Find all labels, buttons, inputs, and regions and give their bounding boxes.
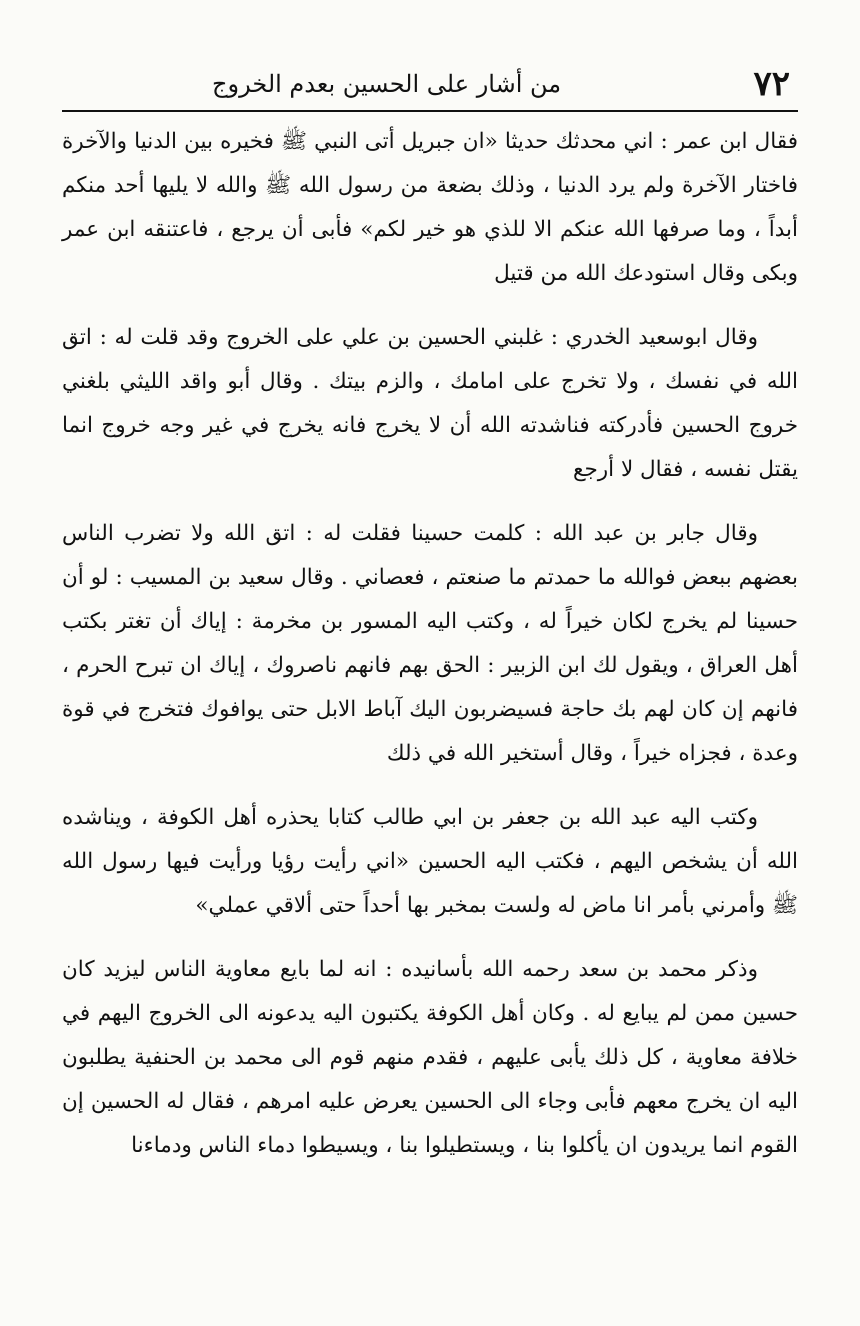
paragraph: فقال ابن عمر : اني محدثك حديثا «ان جبريل أتى النبي ﷺ فخيره بين الدنيا والآخرة فاختار الآخرة ولم يرد الدنيا ، وذلك بضعة من رسول الله ﷺ والله لا يليها أحد منكم أبداً ، وما صرفها الله عنكم الا للذي هو خير لكم» فأبى أن يرجع ، فاعتنقه ابن عمر وبكى وقال استودعك الله من قتيل [62, 129, 798, 286]
page-body [62, 120, 798, 1188]
page-header [62, 58, 798, 112]
paragraph: وقال جابر بن عبد الله : كلمت حسينا فقلت له : اتق الله ولا تضرب الناس بعضهم ببعض فوالله ما حمدتم ما صنعتم ، فعصاني . وقال سعيد بن المسيب : لو أن حسينا لم يخرج لكان خيراً له ، وكتب اليه المسور بن مخرمة : إياك أن تغتر بكتب أهل العراق ، ويقول لك ابن الزبير : الحق بهم فانهم ناصروك ، إياك ان تبرح الحرم ، فانهم إن كان لهم بك حاجة فسيضربون اليك آباط الابل حتى يوافوك فتخرج في قوة وعدة ، فجزاه خيراً ، وقال أستخير الله في ذلك [62, 521, 798, 766]
paragraph: وكتب اليه عبد الله بن جعفر بن ابي طالب كتابا يحذره أهل الكوفة ، ويناشده الله أن يشخص اليهم ، فكتب اليه الحسين «اني رأيت رؤيا ورأيت فيها رسول الله ﷺ وأمرني بأمر انا ماض له ولست بمخبر بها أحداً حتى ألاقي عملي» [62, 805, 798, 918]
page-number: ٧٢ [753, 64, 790, 104]
running-title: من أشار على الحسين بعدم الخروج [212, 70, 562, 98]
paragraph: وقال ابوسعيد الخدري : غلبني الحسين بن علي على الخروج وقد قلت له : اتق الله في نفسك ، ولا تخرج على امامك ، والزم بيتك . وقال أبو واقد الليثي بلغني خروج الحسين فأدركته فناشدته الله أن لا يخرج فانه يخرج في غير وجه خروج انما يقتل نفسه ، فقال لا أرجع [62, 325, 798, 482]
paragraph: وذكر محمد بن سعد رحمه الله بأسانيده : انه لما بايع معاوية الناس ليزيد كان حسين ممن لم يبايع له . وكان أهل الكوفة يكتبون اليه يدعونه الى الخروج اليهم في خلافة معاوية ، كل ذلك يأبى عليهم ، فقدم منهم قوم الى محمد بن الحنفية يطلبون اليه ان يخرج معهم فأبى وجاء الى الحسين يعرض عليه امرهم ، فقال له الحسين إن القوم انما يريدون ان يأكلوا بنا ، ويستطيلوا بنا ، ويسيطوا دماء الناس ودماءنا [62, 957, 798, 1158]
